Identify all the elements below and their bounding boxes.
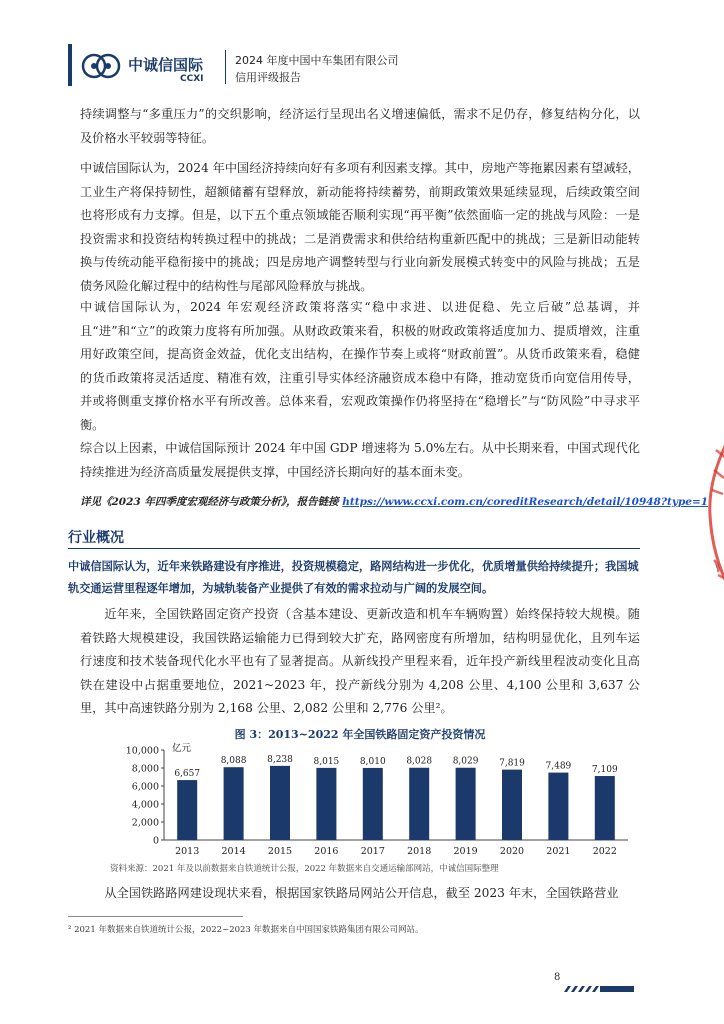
bar-value-label: 8,088 <box>220 756 247 767</box>
footnote: ² 2021 年数据来自铁道统计公报，2022~2023 年数据来自中国国家铁路集团有限公司网站。 <box>68 925 424 935</box>
y-tick-label: 0 <box>152 835 159 847</box>
bar-2019 <box>456 768 476 840</box>
bar-2015 <box>270 766 290 840</box>
chart-title: 图 3：2013~2022 年全国铁路固定资产投资情况 <box>234 728 486 741</box>
section-title: 行业概况 <box>68 530 124 546</box>
x-tick-label: 2017 <box>360 846 385 857</box>
page-number: 8 <box>554 972 561 983</box>
bar-value-label: 8,029 <box>452 756 479 767</box>
bar-2018 <box>409 768 429 840</box>
footnote-divider <box>68 916 243 917</box>
bar-value-label: 8,028 <box>406 756 433 767</box>
report-link-line <box>80 494 709 509</box>
bar-2013 <box>177 780 197 840</box>
body-paragraph-2: 从全国铁路路网建设现状来看，根据国家铁路局网站公开信息，截至 2023 年末，全国铁路营业 <box>104 886 619 900</box>
x-tick-label: 2014 <box>221 846 246 857</box>
bar-value-label: 7,109 <box>591 765 618 776</box>
logo-icon <box>80 50 126 82</box>
paragraph-3: 中诚信国际认为，2024 年宏观经济政策将落实“稳中求进、以进促稳、先立后破”总基调，并且“进”和“立”的政策力度将有所加强。从财政政策来看，积极的财政政策将适度加力、提质增效，注重用好政策空间，提高资金效益，优化支出结构，在操作节奏上或将“财政前置”。从货币政策来看，稳健的货币政策将灵活适度、精准有效，注重引导实体经济融资成本稳中有降，推动宽货币向宽信用传导，并或将侧重支撑价格水平有所改善。总体来看，宏观政策操作仍将坚持在“稳增长”与“防风险”中寻求平衡。 <box>80 300 640 432</box>
bar-value-label: 8,015 <box>313 756 340 767</box>
logo-chinese-text: 中诚信国际 <box>128 56 204 74</box>
ccxi-logo <box>80 48 230 88</box>
report-type: 信用评级报告 <box>235 71 301 84</box>
bar-2021 <box>548 773 568 840</box>
bar-value-label: 6,657 <box>174 769 201 780</box>
paragraph-4: 综合以上因素，中诚信国际预计 2024 年中国 GDP 增速将为 5.0%左右。从中长期来看，中国式现代化持续推进为经济高质量发展提供支撑，中国经济长期向好的基本面未变。 <box>80 441 640 479</box>
bar-2017 <box>363 768 383 840</box>
body-paragraph-1: 近年来，全国铁路固定资产投资（含基本建设、更新改造和机车车辆购置）始终保持较大规模。随着铁路大规模建设，我国铁路运输能力已得到较大扩充，路网密度有所增加，结构明显优化，且列车运行速度和技术装备现代化水平也有了显著提高。从新线投产里程来看，近年投产新线里程波动变化且高铁在建设中占据重要地位，2021~2023 年，投产新线分别为 4,208 公里、4,100 公里和 3,637 公里，其中高速铁路分别为 2,168 公里、2,082 公里和 2,776 公里²。 <box>80 607 640 715</box>
bar-value-label: 7,819 <box>499 758 525 769</box>
x-tick-label: 2013 <box>175 846 200 857</box>
y-axis-unit-label: 亿元 <box>172 743 192 754</box>
report-link-prefix: 详见《2023 年四季度宏观经济与政策分析》，报告链接 <box>80 496 343 508</box>
bar-2020 <box>502 770 522 840</box>
section-summary: 中诚信国际认为，近年来铁路建设有序推进，投资规模稳定，路网结构进一步优化，优质增量供给持续提升；我国城轨交通运营里程逐年增加，为城轨装备产业提供了有效的需求拉动与广阔的发展空间。 <box>68 560 639 595</box>
header-divider <box>225 50 226 84</box>
report-link[interactable]: https://www.ccxi.com.cn/coreditResearch/detail/10948?type=1 <box>342 496 709 508</box>
seal-stamp <box>706 430 724 600</box>
section-divider <box>68 548 640 549</box>
x-tick-label: 2015 <box>267 846 293 857</box>
bar-value-label: 8,238 <box>267 754 293 765</box>
x-tick-label: 2020 <box>499 846 525 857</box>
paragraph-1: 持续调整与“多重压力”的交织影响，经济运行呈现出名义增速偏低，需求不足仍存，修复结构分化，以及价格水平较弱等特征。 <box>80 107 640 145</box>
header-accent-bar <box>68 44 72 86</box>
y-tick-label: 4,000 <box>131 799 159 811</box>
x-tick-label: 2016 <box>314 846 339 857</box>
bar-2014 <box>224 767 244 840</box>
x-tick-label: 2021 <box>546 846 571 857</box>
x-tick-label: 2019 <box>453 846 478 857</box>
investment-bar-chart <box>80 740 640 862</box>
bar-2022 <box>595 776 615 840</box>
footer-stripes-decoration <box>562 986 634 992</box>
paragraph-2: 中诚信国际认为，2024 年中国经济持续向好有多项有利因素支撑。其中，房地产等拖累因素有望减轻，工业生产将保持韧性，超额储蓄有望释放，新动能将持续蓄势，前期政策效果延续显现，后续政策空间也将形成有力支撑。但是，以下五个重点领域能否顺利实现“再平衡”依然面临一定的挑战与风险：一是投资需求和投资结构转换过程中的挑战；二是消费需求和供给结构重新匹配中的挑战；三是新旧动能转换与传统动能平稳衔接中的挑战；四是房地产调整转型与行业向新发展模式转变中的风险与挑战；五是债务风险化解过程中的结构性与尾部风险释放与挑战。 <box>80 161 640 293</box>
report-header <box>235 52 399 86</box>
bar-value-label: 7,489 <box>545 761 572 772</box>
y-tick-label: 10,000 <box>125 745 159 757</box>
x-tick-label: 2018 <box>407 846 432 857</box>
chart-source: 资料来源：2021 年及以前数据来自铁道统计公报，2022 年数据来自交通运输部网站，中诚信国际整理 <box>110 864 499 874</box>
x-tick-label: 2022 <box>592 846 617 857</box>
bar-2016 <box>316 768 336 840</box>
report-company: 2024 年度中国中车集团有限公司 <box>235 54 399 67</box>
logo-english-text: CCXI <box>180 74 204 84</box>
y-tick-label: 6,000 <box>131 781 159 793</box>
y-tick-label: 2,000 <box>131 817 159 829</box>
bar-value-label: 8,010 <box>359 756 386 767</box>
y-tick-label: 8,000 <box>131 763 159 775</box>
